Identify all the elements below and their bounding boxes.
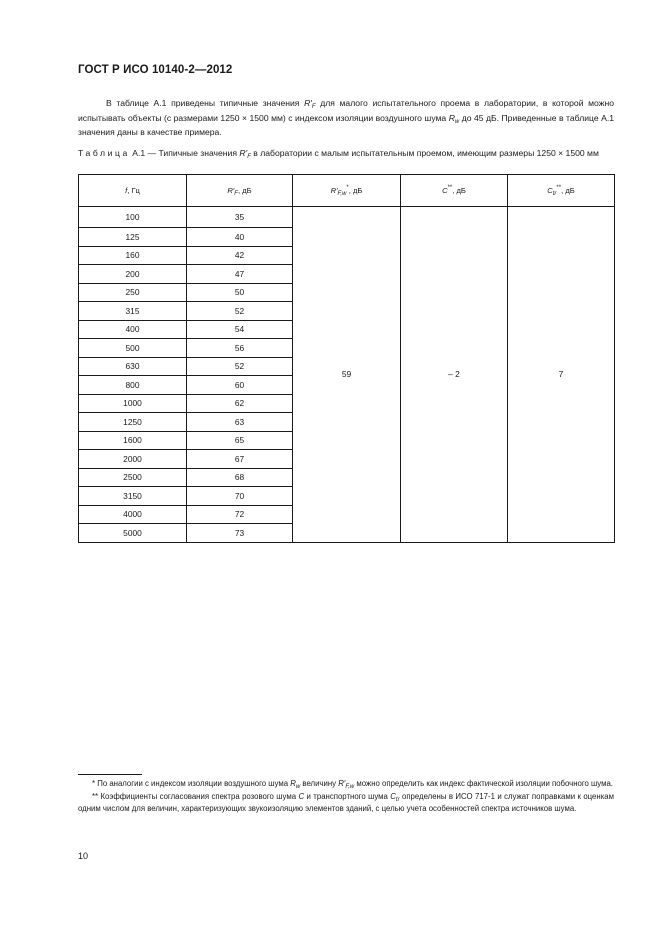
ctr-value-cell: 7 [508, 207, 615, 543]
symbol-f: f [125, 186, 128, 195]
frequency-cell: 3150 [79, 487, 187, 506]
caption-text-2: в лаборатории с малым испытательным проемом, имеющим размеры 1250 × 1500 мм [250, 148, 599, 158]
frequency-cell: 1600 [79, 431, 187, 450]
symbol-subscript: F [311, 104, 316, 110]
header-rf [187, 175, 293, 207]
document-header: ГОСТ Р ИСО 10140-2—2012 [78, 64, 233, 76]
table-body [79, 207, 615, 543]
rf-value-cell: 56 [187, 339, 293, 358]
caption-label: Таблица [78, 148, 130, 158]
rf-value-cell: 50 [187, 283, 293, 302]
rf-value-cell: 54 [187, 320, 293, 339]
rf-value-cell: 35 [187, 207, 293, 228]
header-ctr [508, 175, 615, 207]
symbol-c: C [390, 791, 396, 801]
footnote-text: По аналогии с индексом изоляции воздушного шума [95, 779, 291, 788]
symbol-subscript: F,w [337, 191, 347, 197]
frequency-cell: 4000 [79, 505, 187, 524]
frequency-cell: 200 [79, 265, 187, 284]
unit-text: , дБ [348, 186, 363, 195]
footnote-text: Коэффициенты согласования спектра розового шума [98, 791, 299, 801]
symbol-subscript: w [454, 118, 460, 125]
symbol-c: C [298, 791, 305, 801]
header-rfw [293, 175, 401, 207]
rf-value-cell: 42 [187, 246, 293, 265]
frequency-cell: 800 [79, 376, 187, 395]
symbol-r-prime: R′ [227, 186, 235, 195]
frequency-cell: 125 [79, 228, 187, 247]
header-frequency [79, 175, 187, 207]
footnote-text: определены в ИСО 717-1 и служат поправками к оценкам одним числом для величин, характеризующих звукоизоляцию элементов зданий, с целью учета особенностей спектра источников шума. [78, 791, 614, 814]
header-c [401, 175, 508, 207]
intro-text-2: для малого испытательного проема в лаборатории, в которой можно испытывать объекты (с размерами 1250 × 1500 мм) с индексом изоляции воздушного шума [78, 98, 614, 123]
footnote-text: можно определить как индекс фактической изоляции побочного шума. [354, 779, 613, 788]
rf-value-cell: 52 [187, 302, 293, 321]
unit-text: , дБ [452, 186, 466, 195]
footnote-1 [78, 778, 614, 791]
intro-text-3: до 45 дБ. Приведенные в таблице А.1 значения даны в качестве примера. [78, 112, 614, 138]
frequency-cell: 2500 [79, 468, 187, 487]
symbol-subscript: F [234, 191, 238, 197]
c-value-cell: – 2 [401, 207, 508, 543]
frequency-cell: 1000 [79, 394, 187, 413]
footnote-mark: * [346, 185, 349, 191]
symbol-r-prime: R′ [239, 148, 248, 158]
frequency-cell: 500 [79, 339, 187, 358]
rfw-value-cell: 59 [293, 207, 401, 543]
intro-text-1: В таблице А.1 приведены типичные значения [106, 98, 305, 108]
rf-value-cell: 40 [187, 228, 293, 247]
rf-value-cell: 60 [187, 376, 293, 395]
symbol-r-prime: R′ [304, 98, 312, 108]
rf-value-cell: 68 [187, 468, 293, 487]
frequency-cell: 2000 [79, 450, 187, 469]
symbol-subscript: F [247, 154, 251, 160]
frequency-cell: 400 [79, 320, 187, 339]
frequency-cell: 100 [79, 207, 187, 228]
rf-value-cell: 52 [187, 357, 293, 376]
symbol-r: R [290, 779, 296, 788]
table-row [79, 207, 615, 228]
unit-text: , Гц [127, 186, 140, 195]
values-table [78, 174, 615, 543]
rf-value-cell: 62 [187, 394, 293, 413]
symbol-c: C [547, 186, 553, 195]
rf-value-cell: 47 [187, 265, 293, 284]
symbol-c: C [442, 186, 448, 195]
footnote-mark: ** [556, 185, 562, 191]
footnote-mark: * [92, 779, 96, 788]
frequency-cell: 315 [79, 302, 187, 321]
footnote-rule [78, 774, 142, 775]
footnote-mark: ** [447, 185, 453, 191]
caption-text-1: А.1 — Типичные значения [129, 148, 240, 158]
frequency-cell: 250 [79, 283, 187, 302]
symbol-subscript: w [295, 784, 301, 790]
frequency-cell: 5000 [79, 524, 187, 543]
intro-paragraph [78, 96, 614, 140]
footnote-text: и транспортного шума [304, 791, 391, 801]
rf-value-cell: 63 [187, 413, 293, 432]
rf-value-cell: 65 [187, 431, 293, 450]
rf-value-cell: 67 [187, 450, 293, 469]
table-caption [78, 148, 614, 159]
frequency-cell: 630 [79, 357, 187, 376]
unit-text: , дБ [237, 186, 252, 195]
footnote-text: величину [300, 779, 339, 788]
symbol-subscript: tr [395, 796, 400, 803]
footnote-2 [78, 791, 614, 816]
symbol-r: R [448, 112, 455, 123]
page-number: 10 [78, 851, 89, 861]
unit-text: , дБ [561, 186, 575, 195]
table-header-row [79, 175, 615, 207]
rf-value-cell: 70 [187, 487, 293, 506]
footnote-mark: ** [92, 791, 99, 801]
symbol-subscript: tr [552, 191, 557, 197]
symbol-r-prime: R′ [338, 779, 346, 788]
symbol-r-prime: R′ [330, 186, 338, 195]
symbol-subscript: F,w [345, 784, 355, 790]
frequency-cell: 160 [79, 246, 187, 265]
frequency-cell: 1250 [79, 413, 187, 432]
rf-value-cell: 72 [187, 505, 293, 524]
rf-value-cell: 73 [187, 524, 293, 543]
footnotes [78, 778, 614, 816]
